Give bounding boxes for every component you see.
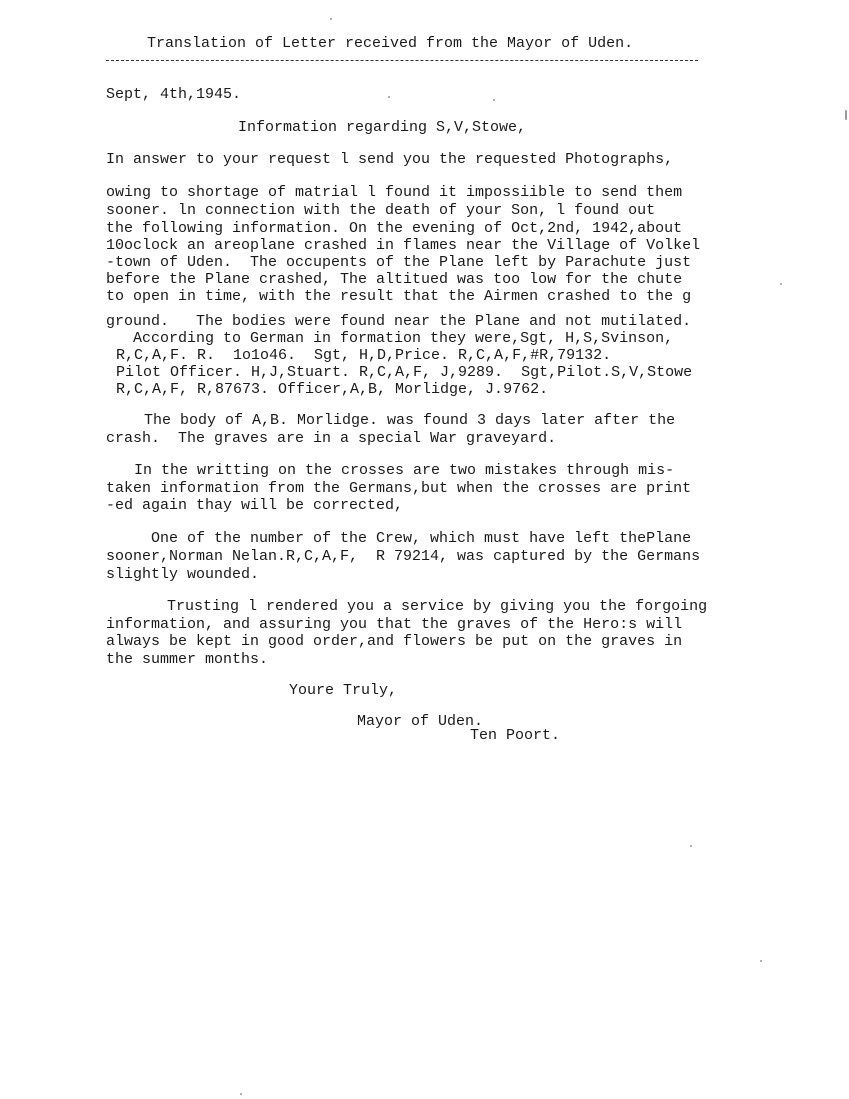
paragraph-line: slightly wounded.	[106, 566, 260, 583]
scan-speck	[845, 110, 847, 120]
paragraph-line: -ed again thay will be corrected,	[106, 497, 404, 514]
paragraph-1-line: In answer to your request l send you the requested Photographs,	[106, 151, 674, 168]
title-underline	[106, 60, 698, 61]
closing-salutation: Youre Truly,	[289, 682, 398, 699]
paragraph-line: sooner,Norman Nelan.R,C,A,F, R 79214, was captured by the Germans	[106, 548, 701, 565]
paragraph-line: owing to shortage of matrial l found it impossiible to send them	[106, 184, 683, 201]
paragraph-line: taken information from the Germans,but when the crosses are print	[106, 480, 692, 497]
paragraph-line: the summer months.	[106, 651, 269, 668]
scan-speck	[493, 99, 495, 101]
paragraph-line: Trusting l rendered you a service by giving you the forgoing	[122, 598, 708, 615]
signer-title: Mayor of Uden.	[357, 713, 484, 730]
scan-speck	[780, 283, 782, 285]
paragraph-line: The body of A,B. Morlidge. was found 3 days later after the	[117, 412, 676, 429]
paragraph-line: R,C,A,F. R. 1o1o46. Sgt, H,D,Price. R,C,A,F,#R,79132.	[116, 347, 612, 364]
paragraph-line: 10oclock an areoplane crashed in flames near the Village of Volkel	[106, 237, 701, 254]
paragraph-line: One of the number of the Crew, which must have left thePlane	[115, 530, 692, 547]
paragraph-line: ground. The bodies were found near the Plane and not mutilated.	[106, 313, 692, 330]
scan-speck	[388, 96, 390, 98]
paragraph-line: to open in time, with the result that the Airmen crashed to the g	[106, 288, 692, 305]
paragraph-line: before the Plane crashed, The altitued was too low for the chute	[106, 271, 683, 288]
paragraph-line: information, and assuring you that the graves of the Hero:s will	[106, 616, 683, 633]
paragraph-line: R,C,A,F, R,87673. Officer,A,B, Morlidge, J.9762.	[116, 381, 549, 398]
signer-name: Ten Poort.	[470, 727, 561, 744]
paragraph-line: sooner. ln connection with the death of your Son, l found out	[106, 202, 656, 219]
letter-title: Translation of Letter received from the Mayor of Uden.	[147, 35, 634, 52]
paragraph-line: In the writting on the crosses are two mistakes through mis-	[116, 462, 675, 479]
paragraph-line: the following information. On the evening of Oct,2nd, 1942,about	[106, 220, 683, 237]
letter-date: Sept, 4th,1945.	[106, 86, 242, 103]
scan-speck	[330, 18, 332, 20]
scan-speck	[760, 960, 762, 962]
paragraph-line: Pilot Officer. H,J,Stuart. R,C,A,F, J,9289. Sgt,Pilot.S,V,Stowe	[116, 364, 693, 381]
paragraph-line: crash. The graves are in a special War graveyard.	[106, 430, 557, 447]
scan-speck	[240, 1093, 242, 1095]
scan-speck	[690, 845, 692, 847]
paragraph-line: always be kept in good order,and flowers be put on the graves in	[106, 633, 683, 650]
letter-subject: Information regarding S,V,Stowe,	[238, 119, 527, 136]
paragraph-line: According to German in formation they were,Sgt, H,S,Svinson,	[106, 330, 674, 347]
paragraph-line: -town of Uden. The occupents of the Plane left by Parachute just	[106, 254, 692, 271]
